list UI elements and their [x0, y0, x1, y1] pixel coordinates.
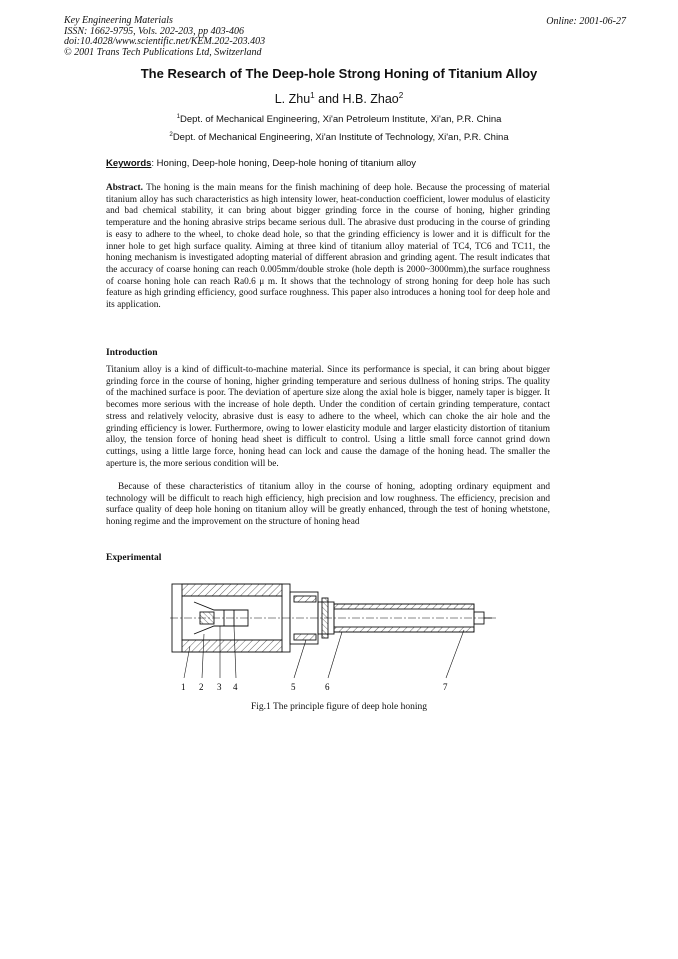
keywords-label: Keywords	[106, 158, 152, 169]
keywords	[106, 158, 416, 169]
author-name: H.B. Zhao	[342, 92, 399, 106]
part-number-6: 6	[325, 682, 330, 692]
affiliation-sup: 1	[176, 112, 181, 120]
online-date: Online: 2001-06-27	[546, 16, 626, 27]
figure-caption: Fig.1 The principle figure of deep hole honing	[250, 702, 428, 712]
affiliation-text: Dept. of Mechanical Engineering, Xi'an Petroleum Institute, Xi'an, P.R. China	[180, 114, 502, 125]
abstract-lead: Abstract.	[106, 183, 143, 193]
issn-line: ISSN: 1662-9795, Vols. 202-203, pp 403-406	[64, 25, 244, 37]
part-number-2: 2	[199, 682, 204, 692]
author-sup: 2	[398, 90, 404, 100]
abstract	[106, 183, 550, 312]
abstract-text: The honing is the main means for the finish machining of deep hole. Because the processing of material titanium alloy has such characteristics as high intensity lower, heat-conduction coefficient, lower modulus of elasticity and bad chemical stability, it can bring about bigger grinding force in the course of honing, higher grinding temperature and the honing abrasive strips became serious dull. The abrasive dust producing in the course of grinding is easy to adhere to the wheel, to choke dead hole, so that the grinding efficiency is lower and it is difficult for the inner hole to get high surface quality. Aiming at three kind of titanium alloy material of TC4, TC6 and TC11, the honing mechanism is investigated adopting material of different abrasion and grinding agent. The result indicates that the accuracy of coarse honing can reach 0.005mm/double stroke (hole depth is 2000~3000mm),the surface roughness of coarse honing hole can reach Ra0.6 μ m. It shows that the technology of strong honing for deep hole has such feature as high grinding efficiency, good surface roughness. This paper also introduces a honing tool for deep hole and its application.	[106, 183, 550, 311]
journal-name: Key Engineering Materials	[64, 15, 173, 26]
honing-tool-figure	[170, 574, 500, 699]
keywords-text: : Honing, Deep-hole honing, Deep-hole honing of titanium alloy	[151, 158, 416, 169]
part-number-7: 7	[443, 682, 448, 692]
author-line	[0, 92, 678, 106]
author-sup: 1	[310, 90, 315, 100]
affiliation-sup: 2	[169, 130, 173, 138]
paper-title: The Research of The Deep-hole Strong Honing of Titanium Alloy	[140, 66, 538, 81]
affiliation-2	[0, 132, 678, 143]
part-number-3: 3	[217, 682, 222, 692]
part-number-1: 1	[181, 682, 186, 692]
part-number-5: 5	[291, 682, 296, 692]
doi-line[interactable]: doi:10.4028/www.scientific.net/KEM.202-203.403	[64, 36, 266, 47]
introduction-paragraph: Titanium alloy is a kind of difficult-to-machine material. Since its performance is special, it can bring about bigger grinding force in the course of honing, higher grinding temperature and serious dullness of honing strips. The quality of the machined surface is poor. The deviation of aperture size along the axial hole is bigger, namely taper is bigger. It becomes more serious with the increase of hole depth. Under the condition of certain grinding temperature, contact stress and relatively velocity, abrasive dust is easy to adhere to the wheel, which can choke the air hole and the grinding efficiency is lower. Furthermore, owing to lower elasticity module and larger elasticity distortion of titanium alloy, the tension force of honing head sheet is difficult to control. Using a little small force cannot grind down cuttings, using a little large force, honing head can lock and cause the damage of the honing head. The smaller the aperture is, the more serious condition will be.	[106, 365, 550, 469]
affiliation-1	[0, 114, 678, 125]
affiliation-text: Dept. of Mechanical Engineering, Xi'an Institute of Technology, Xi'an, P.R. China	[172, 132, 509, 143]
author-and: and	[314, 92, 343, 106]
author-name: L. Zhu	[274, 92, 311, 106]
copyright-line: © 2001 Trans Tech Publications Ltd, Switzerland	[64, 46, 262, 58]
introduction-heading: Introduction	[106, 348, 158, 358]
part-numbers	[181, 682, 448, 692]
experimental-heading: Experimental	[106, 553, 162, 563]
introduction-paragraph: Because of these characteristics of titanium alloy in the course of honing, adopting ordinary equipment and technology will be difficult to reach high efficiency, high precision and low roughness. The efficiency, precision and surface quality of deep hole honing on titanium alloy will be greatly enhanced, through the test of honing whetstone, honing regime and the improvement on the structure of honing head	[106, 482, 550, 528]
journal-meta	[64, 16, 624, 58]
part-number-4: 4	[233, 682, 238, 692]
